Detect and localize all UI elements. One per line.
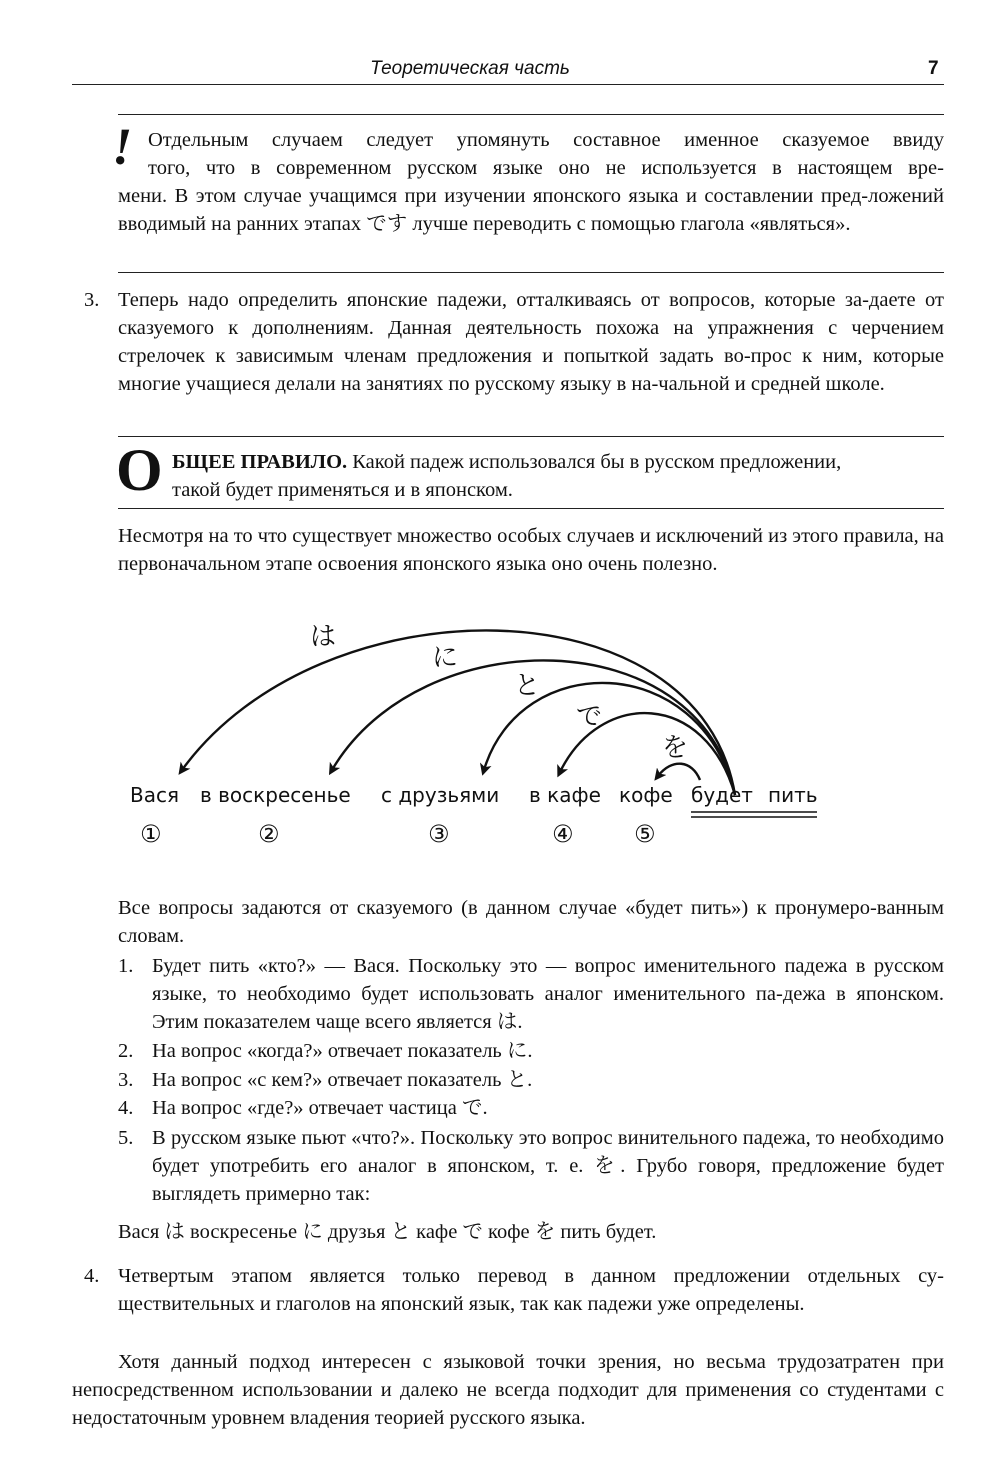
item-5-number: 5. (118, 1127, 134, 1149)
circled-1: ① (140, 820, 162, 848)
note-bottom-rule (118, 272, 944, 273)
case-diagram (0, 590, 1000, 870)
arc-5 (658, 764, 700, 780)
particle-wa: は (310, 622, 337, 652)
rule-text-1: Какой падеж использовался бы в русском предложении, (352, 451, 842, 473)
conclusion: Хотя данный подход интересен с языковой точки зрения, но весьма трудозатратен при непосредственном использовании и далеко не всегда подходит для применения со студентами с недостаточным уровнем владения теорией русского языка. (72, 1351, 944, 1429)
rule-top-rule (118, 436, 944, 437)
rule-bottom-rule (118, 508, 944, 509)
circled-2: ② (258, 820, 280, 848)
step4-number: 4. (84, 1265, 100, 1287)
particle-to: と (514, 671, 541, 701)
note-line-2: того, что в современном русском языке оно не используется в настоящем вре- (148, 157, 944, 179)
rule-line-1 (172, 448, 944, 476)
word-coffee: кофе (619, 783, 673, 807)
item-2-number: 2. (118, 1040, 134, 1062)
header-rule (72, 84, 944, 85)
page-number: 7 (928, 58, 939, 79)
note-text: мени. В этом случае учащимся при изучении японского языка и составлении пред-ложений вводимый на ранних этапах です лучше переводить с помощью глагола «являться». (118, 185, 944, 235)
word-budet: будет (691, 783, 753, 807)
particle-wo: を (662, 733, 689, 763)
running-header: Теоретическая часть (370, 58, 570, 79)
circled-3: ③ (428, 820, 450, 848)
item-5-text: В русском языке пьют «что?». Поскольку это вопрос винительного падежа, то необходимо будет употребить его аналог в японском, т. е. を. Грубо говоря, предложение будет выглядеть примерно так: (152, 1127, 944, 1205)
rule-dropcap: О (116, 437, 163, 503)
rule-heading: БЩЕЕ ПРАВИЛО. (172, 451, 348, 473)
word-vasya: Вася (130, 783, 180, 807)
item-4-number: 4. (118, 1097, 134, 1119)
example-sentence: Вася は воскресенье に друзья と кафе で кофе を пить будет. (118, 1221, 657, 1243)
item-3-text: На вопрос «с кем?» отвечает показатель と. (152, 1069, 533, 1091)
item-3-number: 3. (118, 1069, 134, 1091)
word-friends: с друзьями (381, 783, 500, 807)
particle-ni: に (432, 643, 459, 673)
step3-text: Теперь надо определить японские падежи, отталкиваясь от вопросов, которые за-даете от сказуемого к дополнениям. Данная деятельность похожа на упражнения с черчением стрелочек к зависимым членам предложения и попыткой задать во-прос к ним, которые многие учащиеся делали на занятиях по русскому языку в на-чальной и средней школе. (118, 289, 944, 395)
note-line-1: Отдельным случаем следует упомянуть составное именное сказуемое ввиду (148, 129, 944, 151)
item-4-text: На вопрос «где?» отвечает частица で. (152, 1097, 488, 1119)
step3-number: 3. (84, 289, 100, 311)
word-cafe: в кафе (529, 783, 601, 807)
rule-note: Несмотря на то что существует множество особых случаев и исключений из этого правила, на первоначальном этапе освоения японского языка оно очень полезно. (118, 525, 944, 575)
item-2-text: На вопрос «когда?» отвечает показатель に. (152, 1040, 533, 1062)
item-1-text: Будет пить «кто?» — Вася. Поскольку это — вопрос именительного падежа в русском языке, то необходимо будет использовать аналог именительного па-дежа в японском. Этим показателем чаще всего является は. (152, 955, 944, 1033)
note-top-rule (118, 114, 944, 115)
particle-de: で (576, 702, 603, 732)
word-pit: пить (768, 783, 818, 807)
circled-4: ④ (552, 820, 574, 848)
word-sunday: в воскресенье (200, 783, 351, 807)
item-1-number: 1. (118, 955, 134, 977)
explain-intro: Все вопросы задаются от сказуемого (в данном случае «будет пить») к пронумеро-ванным словам. (118, 897, 944, 947)
step4-text: Четвертым этапом является только перевод в данном предложении отдельных су-ществительных и глаголов на японский язык, так как падежи уже определены. (118, 1265, 944, 1315)
rule-line-2: такой будет применяться и в японском. (172, 479, 513, 501)
circled-5: ⑤ (634, 820, 656, 848)
exclamation-icon: ! (112, 119, 133, 176)
